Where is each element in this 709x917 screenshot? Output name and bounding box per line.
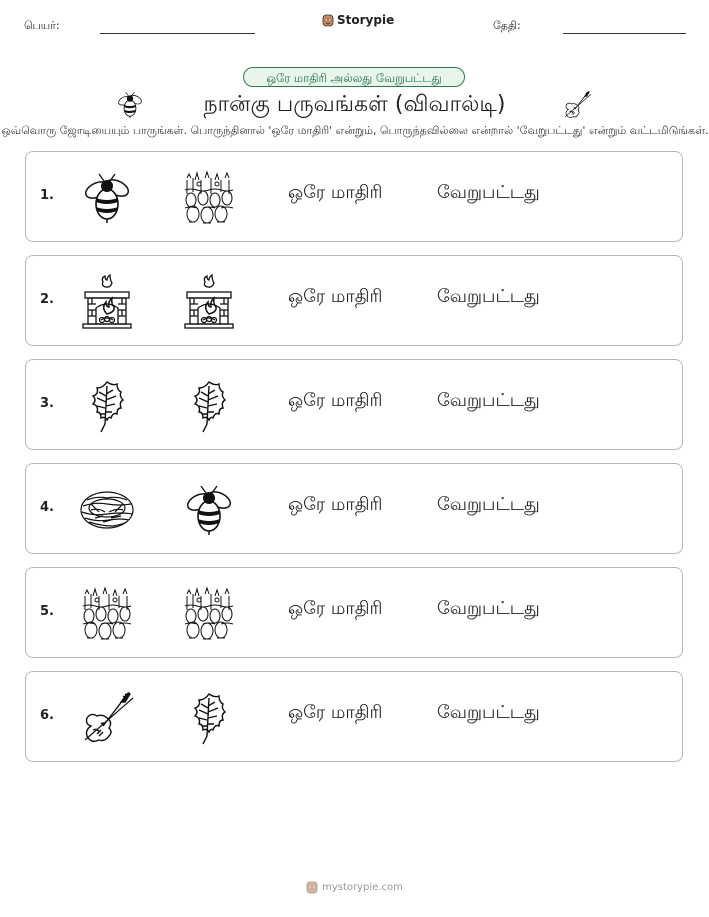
same-option[interactable]: ஒரே மாதிரி: [288, 494, 383, 515]
question-row: [25, 255, 683, 346]
name-line[interactable]: [100, 33, 255, 34]
question-number: 5.: [40, 604, 54, 619]
leaf-icon: [181, 690, 237, 746]
question-row: [25, 567, 683, 658]
date-line[interactable]: [563, 33, 686, 34]
different-option[interactable]: வேறுபட்டது: [437, 182, 540, 203]
different-option[interactable]: வேறுபட்டது: [437, 494, 540, 515]
same-option[interactable]: ஒரே மாதிரி: [288, 390, 383, 411]
violin-icon: [562, 90, 592, 120]
name-label: பெயர்:: [24, 19, 60, 32]
orchestra-icon: [79, 586, 135, 642]
different-option[interactable]: வேறுபட்டது: [437, 390, 540, 411]
bee-icon: [79, 170, 135, 226]
nest-icon: [79, 482, 135, 538]
same-option[interactable]: ஒரே மாதிரி: [288, 182, 383, 203]
same-option[interactable]: ஒரே மாதிரி: [288, 702, 383, 723]
orchestra-icon: [181, 586, 237, 642]
question-row: [25, 359, 683, 450]
worksheet-type-badge: ஒரே மாதிரி அல்லது வேறுபட்டது: [243, 67, 465, 87]
question-row: [25, 463, 683, 554]
orchestra-icon: [181, 170, 237, 226]
question-number: 1.: [40, 188, 54, 203]
brand-name: Storypie: [337, 13, 395, 27]
leaf-icon: [79, 378, 135, 434]
date-label: தேதி:: [493, 19, 521, 32]
instructions: ஒவ்வொரு ஜோடியையும் பாருங்கள். பொருந்தினால் 'ஒரே மாதிரி' என்றும், பொருந்தவில்லை என்றால் 'வேறுபட்டது' என்றும் வட்டமிடுங்கள்.: [1, 124, 709, 137]
brand-logo: [322, 13, 394, 27]
bee-icon: [181, 482, 237, 538]
page-title: நான்கு பருவங்கள் (விவால்டி): [203, 92, 506, 117]
footer-url: mystorypie.com: [322, 881, 403, 893]
violin-icon: [79, 690, 135, 746]
same-option[interactable]: ஒரே மாதிரி: [288, 286, 383, 307]
question-number: 6.: [40, 708, 54, 723]
leaf-icon: [181, 378, 237, 434]
question-number: 4.: [40, 500, 54, 515]
different-option[interactable]: வேறுபட்டது: [437, 286, 540, 307]
footer: [0, 880, 709, 894]
different-option[interactable]: வேறுபட்டது: [437, 598, 540, 619]
question-row: [25, 151, 683, 242]
question-row: [25, 671, 683, 762]
question-number: 2.: [40, 292, 54, 307]
fireplace-icon: [79, 274, 135, 330]
question-number: 3.: [40, 396, 54, 411]
storypie-logo-icon: [322, 13, 334, 27]
different-option[interactable]: வேறுபட்டது: [437, 702, 540, 723]
storypie-logo-icon: [306, 880, 318, 894]
fireplace-icon: [181, 274, 237, 330]
same-option[interactable]: ஒரே மாதிரி: [288, 598, 383, 619]
